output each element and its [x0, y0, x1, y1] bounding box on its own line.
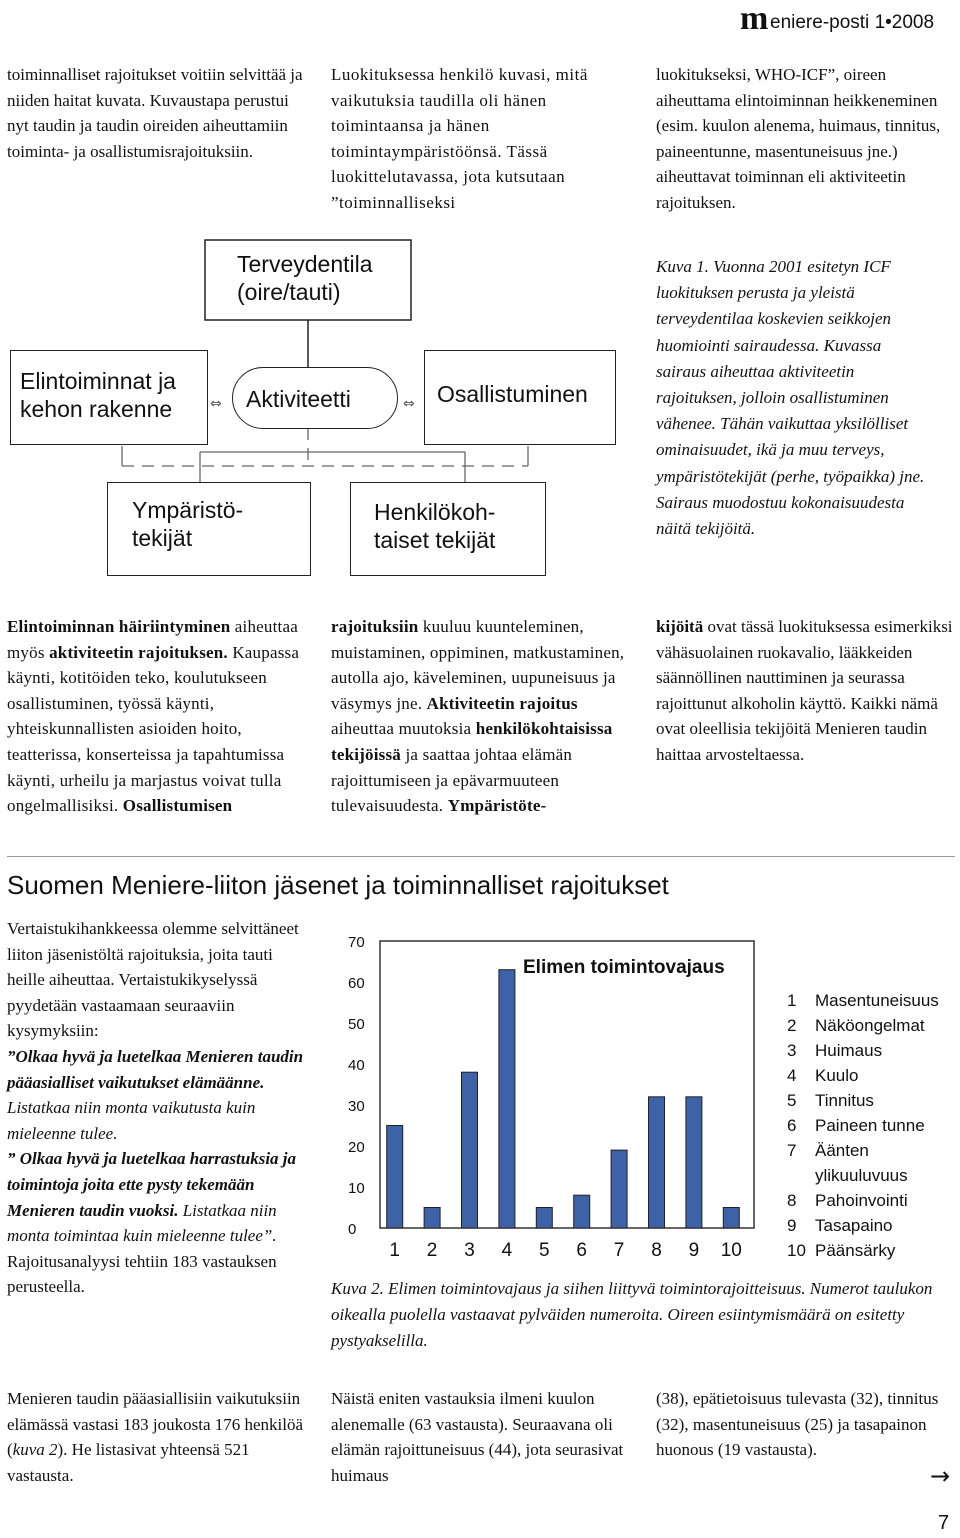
arrow-left-icon: ⇔	[210, 396, 222, 412]
mid-col3-bold-1: kijöitä	[656, 617, 704, 636]
bottom-column-3: (38), epätietoisuus tulevasta (32), tinnitus (32), masentuneisuus (25) ja tasapainon huonous (19 vastausta).	[656, 1389, 939, 1460]
bar	[686, 1097, 702, 1228]
legend-label: Pahoinvointi	[815, 1191, 908, 1210]
legend-item	[787, 1188, 957, 1213]
legend-item	[787, 988, 957, 1013]
legend-number: 2	[787, 1016, 797, 1035]
legend-label: Näköongelmat	[815, 1016, 925, 1035]
x-tick-label: 4	[501, 1240, 513, 1261]
y-tick-label: 60	[348, 975, 365, 992]
legend-number: 3	[787, 1041, 797, 1060]
mid-col2-bold-3: henkilökohtaisissa tekijöissä	[331, 719, 613, 764]
bar	[424, 1208, 440, 1229]
legend-item	[787, 1138, 957, 1188]
question-1-bold: ”Olkaa hyvä ja luetelkaa Menieren taudin pääasialliset vaikutukset elämäänne.	[7, 1046, 304, 1092]
legend-label: Tasapaino	[815, 1216, 893, 1235]
legend-item	[787, 1238, 957, 1263]
figure-2-caption: Kuva 2. Elimen toimintovajaus ja siihen liittyvä toimintorajoitteisuus. Numerot taulukon oikealla puolella vastaavat pylväiden numeroita. Oireen esiintymismäärä on esitetty pystyakselilla.	[331, 1279, 933, 1350]
legend-number: 7	[787, 1141, 797, 1160]
mid-col1-bold-1: Elintoiminnan häiriintyminen	[7, 617, 231, 636]
x-tick-label: 8	[651, 1240, 662, 1261]
x-tick-label: 5	[539, 1240, 550, 1261]
environment-label: Ympäristö- tekijät	[132, 497, 244, 551]
x-tick-label: 1	[389, 1240, 400, 1261]
legend-label: Tinnitus	[815, 1091, 874, 1110]
figure-1-caption: Kuva 1. Vuonna 2001 esitetyn ICF luokituksen perusta ja yleistä terveydentilaa koskevien seikkojen huomiointi sairaudessa. Kuvassa sairaus aiheuttaa aktiviteetin rajoituksen, jolloin osallistuminen vähenee. Tähän vaikuttaa yksilölliset ominaisuudet, ikä ja muu terveys, ympäristötekijät (perhe, työpaikka) jne. Sairaus muodostuu kokonaisuudesta näitä tekijöitä.	[656, 257, 925, 539]
legend-number: 10	[787, 1241, 806, 1260]
x-tick-label: 2	[426, 1240, 438, 1261]
legend-item	[787, 1088, 957, 1113]
x-tick-label: 9	[688, 1240, 700, 1261]
top-column-1: toiminnalliset rajoitukset voitiin selvittää ja niiden haitat kuvata. Kuvaustapa perustui nyt taudin ja taudin oireiden aiheuttamiin toiminta- ja osallistumisrajoituksiin.	[7, 65, 303, 161]
legend-item	[787, 1113, 957, 1138]
activity-label: Aktiviteetti	[246, 386, 351, 412]
chart-svg	[330, 925, 770, 1270]
header-dot: •	[885, 12, 892, 33]
issue-year: 2008	[891, 12, 935, 33]
bottom-col1-text-2: ). He listasivat yhteensä 521 vastausta.	[7, 1440, 250, 1485]
brand-name: eniere-posti	[770, 12, 870, 33]
bar	[649, 1097, 665, 1228]
mid-column-2	[331, 614, 631, 819]
mid-col2-bold-2: Aktiviteetin rajoitus	[426, 693, 578, 713]
question-1-italic: Listatkaa niin monta vaikutusta kuin mieleenne tulee.	[7, 1098, 256, 1143]
y-tick-label: 50	[348, 1016, 365, 1033]
legend-number: 9	[787, 1216, 797, 1235]
mid-col2-text-3: ja saattaa johtaa elämän rajoittumiseen ja epävarmuuteen tulevaisuudesta.	[331, 744, 573, 816]
chart-title: Elimen toimintovajaus	[523, 957, 725, 978]
page-number: 7	[938, 1512, 950, 1534]
mid-col1-text-1: aiheuttaa myös	[7, 617, 298, 662]
header-brand	[770, 12, 934, 34]
y-tick-label: 70	[348, 934, 365, 951]
bar	[611, 1150, 627, 1228]
x-tick-label: 3	[464, 1240, 475, 1261]
mid-col1-bold-2: aktiviteetin rajoituksen.	[49, 642, 228, 662]
health-label: Terveydentila (oire/tauti)	[237, 251, 373, 305]
mid-col3-text-1: ovat tässä luokituksessa esimerkiksi vähäsuolainen ruokavalio, lääkkeiden säännöllinen nauttiminen ja seurassa rajoittunut alkoholin käyttö. Kaikki nämä ovat oleellisia tekijöitä Menieren taudin haittaa arvosteltaessa.	[656, 617, 953, 764]
bottom-col1-text-1: Menieren taudin pääasiallisiin vaikutuksiin elämässä vastasi 183 joukosta 176 henkilöä (	[7, 1389, 304, 1460]
y-tick-label: 20	[348, 1139, 365, 1156]
page-header	[740, 0, 956, 38]
question-2-bold: ” Olkaa hyvä ja luetelkaa harrastuksia ja toimintoja joita ette pysty tekemään Menieren taudin vuoksi.	[7, 1149, 297, 1220]
left-column	[7, 916, 307, 1300]
question-2-italic: Listatkaa niin monta toimintaa kuin mieleenne tulee”.	[7, 1200, 277, 1246]
x-tick-label: 7	[613, 1240, 625, 1261]
legend-item	[787, 1063, 957, 1088]
legend-number: 6	[787, 1116, 797, 1135]
bottom-col1-italic: kuva 2	[12, 1440, 58, 1460]
bar	[387, 1126, 403, 1229]
bar	[499, 970, 515, 1228]
bar	[536, 1208, 552, 1229]
top-column-3: luokitukseksi, WHO-ICF”, oireen aiheuttama elintoiminnan heikkeneminen (esim. kuulon alenema, huimaus, tinnitus, paineentunne, masentuneisuus jne.) aiheuttavat toiminnan eli aktiviteetin rajoituksen.	[656, 65, 941, 212]
bar-chart	[330, 925, 770, 1270]
personal-label: Henkilökoh- taiset tekijät	[374, 499, 496, 553]
legend-number: 8	[787, 1191, 797, 1210]
bar	[723, 1208, 739, 1229]
chart-legend	[787, 988, 957, 1263]
y-tick-label: 40	[348, 1057, 365, 1074]
mid-col2-text-1: kuuluu kuunteleminen, muistaminen, oppiminen, matkustaminen, autolla ajo, käveleminen, uupuneisuus ja väsymys jne.	[331, 617, 625, 713]
bottom-column-2: Näistä eniten vastauksia ilmeni kuulon alenemalle (63 vastausta). Seuraavana oli elämän rajoittuneisuus (44), jota seurasivat huimaus	[331, 1389, 624, 1485]
legend-label: Huimaus	[815, 1041, 883, 1060]
functions-label: Elintoiminnat ja kehon rakenne	[20, 368, 176, 422]
legend-item	[787, 1038, 957, 1063]
x-tick-label: 10	[720, 1240, 742, 1261]
legend-label: Päänsärky	[815, 1241, 896, 1260]
mid-col2-bold-1: rajoituksiin	[331, 617, 419, 636]
legend-label: Paineen tunne	[815, 1116, 925, 1135]
arrow-right-icon: ⇔	[403, 396, 415, 412]
y-tick-label: 30	[348, 1098, 365, 1115]
mid-col2-bold-4: Ympäristöte-	[447, 796, 547, 816]
bar	[462, 1072, 478, 1228]
legend-label: Kuulo	[815, 1066, 859, 1085]
mid-col1-text-2: Kaupassa käynti, kotitöiden teko, koulutukseen osallistuminen, työssä käynti, yhteiskunnallisten asioiden hoito, teatterissa, konserteissa ja tapahtumissa käynti, urheilu ja marjastus voivat tulla ongelmallisiksi.	[7, 642, 300, 816]
logo-letter: m	[740, 0, 769, 37]
y-tick-label: 0	[348, 1221, 357, 1238]
legend-number: 1	[787, 991, 797, 1010]
left-p1: Vertaistukihankkeessa olemme selvittäneet liiton jäsenistöltä rajoituksia, joita tauti heille aiheuttaa. Vertaistukikyselyssä pyydetään vastaamaan seuraaviin kysymyksiin:	[7, 919, 299, 1041]
top-column-2: Luokituksessa henkilö kuvasi, mitä vaikutuksia taudilla oli hänen toimintaansa ja hänen toimintaympäristöönsä. Tässä luokittelutavassa, jota kutsutaan ”toiminnalliseksi	[331, 65, 588, 212]
legend-number: 4	[787, 1066, 797, 1085]
mid-col1-bold-3: Osallistumisen	[122, 796, 233, 816]
icf-diagram	[0, 230, 640, 605]
section-title: Suomen Meniere-liiton jäsenet ja toiminnalliset rajoitukset	[7, 870, 669, 900]
section-divider	[7, 856, 955, 857]
legend-label: Äänten ylikuuluvuus	[815, 1141, 908, 1185]
continue-arrow-icon: →	[930, 1462, 951, 1490]
mid-column-3	[656, 614, 956, 768]
mid-column-1	[7, 614, 307, 819]
legend-label: Masentuneisuus	[815, 991, 939, 1010]
x-tick-label: 6	[576, 1240, 587, 1261]
y-tick-label: 10	[348, 1180, 365, 1197]
bar	[574, 1195, 590, 1228]
participation-label: Osallistuminen	[437, 381, 588, 407]
left-p2: Rajoitusanalyysi tehtiin 183 vastauksen perusteella.	[7, 1251, 277, 1297]
legend-item	[787, 1213, 957, 1238]
legend-number: 5	[787, 1091, 797, 1110]
bottom-column-1	[7, 1386, 307, 1488]
issue-number: 1	[874, 12, 886, 33]
mid-col2-text-2: aiheuttaa muutoksia	[331, 719, 476, 739]
legend-item	[787, 1013, 957, 1038]
